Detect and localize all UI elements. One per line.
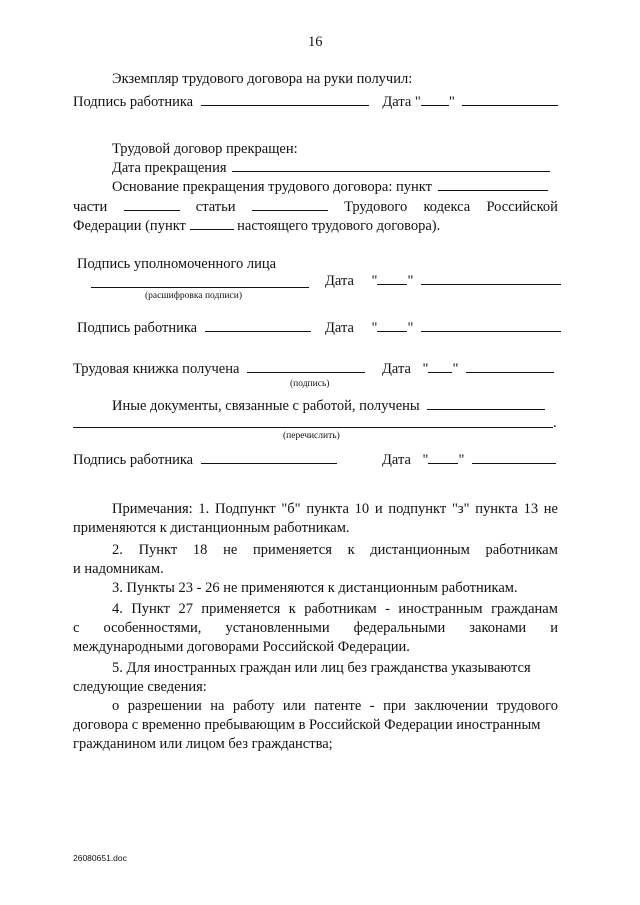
termination-word-russian: Российской xyxy=(486,199,558,215)
termination-line3-start: Федерации (пункт xyxy=(73,218,186,234)
note-2-line-1 xyxy=(112,541,558,559)
employee-sign3-quote-open: " xyxy=(422,452,429,468)
note-word: разрешении xyxy=(127,698,202,714)
note-word: трудового xyxy=(496,698,558,714)
other-docs-end-dot: . xyxy=(553,415,557,431)
employee-sign3-label: Подпись работника xyxy=(73,452,194,468)
authorized-date-label: Дата xyxy=(325,273,354,289)
note-word: применяется xyxy=(253,542,332,558)
receipt-date-day-field[interactable] xyxy=(421,93,449,106)
note-1-line-1 xyxy=(112,500,558,518)
other-docs-field[interactable] xyxy=(427,397,545,410)
note-4-line-2 xyxy=(73,619,558,637)
receipt-date-quote-open: " xyxy=(414,94,421,110)
note-word: 1. xyxy=(198,501,210,517)
receipt-sign-row xyxy=(73,93,558,111)
note-word: или xyxy=(282,698,306,714)
note-word: установленными xyxy=(225,620,330,636)
employee-sign3-field[interactable] xyxy=(201,451,337,464)
termination-article-field[interactable] xyxy=(252,198,328,211)
employee-sign3-date-label: Дата xyxy=(382,452,411,468)
employee-sign2-field[interactable] xyxy=(205,319,311,332)
note-1-line-2: применяются к дистанционным работникам. xyxy=(73,520,350,536)
note-3: 3. Пункты 23 - 26 не применяются к дистанционным работникам. xyxy=(112,580,518,596)
workbook-quote-open: " xyxy=(422,361,429,377)
authorized-date-day-field[interactable] xyxy=(377,272,407,285)
receipt-date-label: Дата xyxy=(382,94,412,110)
workbook-month-year-field[interactable] xyxy=(466,360,554,373)
workbook-label: Трудовая книжка получена xyxy=(73,361,240,377)
note-5-line-1: 5. Для иностранных граждан или лиц без гражданства указываются xyxy=(112,660,531,676)
workbook-date-row xyxy=(382,360,554,378)
termination-date-field[interactable] xyxy=(232,159,550,172)
workbook-row xyxy=(73,360,365,378)
note-5-line-4: договора с временно пребывающим в Российской Федерации иностранным xyxy=(73,717,541,733)
employee-sign3-date-row xyxy=(382,451,556,469)
employee-sign2-quote-open: " xyxy=(371,320,378,336)
note-word: пункта xyxy=(475,501,518,517)
workbook-quote-close: " xyxy=(452,361,459,377)
note-word: не xyxy=(223,542,238,558)
workbook-caption: (подпись) xyxy=(290,379,330,389)
other-docs-row xyxy=(112,397,545,415)
note-5-line-2: следующие сведения: xyxy=(73,679,207,695)
authorized-date-month-year-field[interactable] xyxy=(421,272,561,285)
note-word: Подпункт xyxy=(215,501,276,517)
note-word: о xyxy=(112,698,120,714)
receipt-date-quote-close: " xyxy=(448,94,455,110)
note-word: на xyxy=(210,698,225,714)
authorized-sign-caption: (расшифровка подписи) xyxy=(145,291,242,301)
termination-date-row xyxy=(112,159,550,177)
employee-sign2-day-field[interactable] xyxy=(377,319,407,332)
employee-sign2-row xyxy=(77,319,311,337)
note-word: к xyxy=(288,601,296,617)
note-word: иностранным xyxy=(398,601,483,617)
employee-sign2-date-label: Дата xyxy=(325,320,354,336)
note-word: работникам xyxy=(485,542,558,558)
termination-article-label: статьи xyxy=(195,199,236,215)
note-word: подпункт xyxy=(388,501,447,517)
workbook-sign-field[interactable] xyxy=(247,360,365,373)
footer-file-name: 26080651.doc xyxy=(73,853,127,863)
note-word: 27 xyxy=(178,601,193,617)
note-word: не xyxy=(543,501,558,517)
note-word: 18 xyxy=(192,542,208,558)
employee-sign2-label: Подпись работника xyxy=(77,320,198,336)
note-word: особенностями, xyxy=(103,620,202,636)
note-word: заключении xyxy=(414,698,489,714)
note-word: дистанционным xyxy=(370,542,470,558)
note-word: патенте xyxy=(314,698,362,714)
note-2-line-2: и надомникам. xyxy=(73,561,164,577)
termination-basis-label: Основание прекращения трудового договора: пункт xyxy=(112,179,432,195)
receipt-sign-label: Подпись работника xyxy=(73,94,194,110)
authorized-date-row xyxy=(325,272,561,290)
note-word: с xyxy=(73,620,80,636)
note-word: 2. xyxy=(112,542,123,558)
note-word: "з" xyxy=(451,501,470,517)
note-word: применяется xyxy=(201,601,281,617)
termination-part-field[interactable] xyxy=(124,198,180,211)
termination-line3-end: настоящего трудового договора). xyxy=(237,218,441,234)
note-word: работникам xyxy=(304,601,377,617)
workbook-date-label: Дата xyxy=(382,361,411,377)
note-word: Примечания: xyxy=(112,501,193,517)
termination-word-labor: Трудового xyxy=(344,199,408,215)
note-word: и xyxy=(374,501,383,517)
employee-sign2-date-row xyxy=(325,319,561,337)
termination-basis-point-field[interactable] xyxy=(438,178,548,191)
note-word: к xyxy=(347,542,355,558)
note-5-line-5: гражданином или лицом без гражданства; xyxy=(73,736,333,752)
employee-sign3-quote-close: " xyxy=(458,452,465,468)
page-number: 16 xyxy=(308,34,323,50)
authorized-sign-label: Подпись уполномоченного лица xyxy=(77,256,277,272)
note-word: - xyxy=(369,698,375,714)
note-word: 4. xyxy=(112,601,123,617)
receipt-sign-field[interactable] xyxy=(201,93,369,106)
note-4-line-1 xyxy=(112,600,558,618)
note-word: пункта xyxy=(306,501,349,517)
employee-sign2-month-year-field[interactable] xyxy=(421,319,561,332)
employee-sign3-month-year-field[interactable] xyxy=(472,451,556,464)
employee-sign3-row xyxy=(73,451,337,469)
employee-sign2-quote-close: " xyxy=(407,320,414,336)
note-word: гражданам xyxy=(491,601,558,617)
note-word: работу xyxy=(232,698,275,714)
note-word: 10 xyxy=(354,501,370,517)
termination-basis-line3 xyxy=(73,217,440,235)
termination-date-label: Дата прекращения xyxy=(112,160,227,176)
termination-part-label: части xyxy=(73,199,108,215)
receipt-date-month-year-field[interactable] xyxy=(462,93,558,106)
termination-basis-line2 xyxy=(73,198,558,216)
note-word: 13 xyxy=(523,501,539,517)
note-word: "б" xyxy=(281,501,301,517)
note-word: федеральными xyxy=(353,620,446,636)
termination-word-code: кодекса xyxy=(423,199,471,215)
receipt-title: Экземпляр трудового договора на руки получил: xyxy=(112,71,413,87)
note-word: Пункт xyxy=(138,542,178,558)
other-docs-list-field[interactable] xyxy=(73,427,553,428)
authorized-date-quote-open: " xyxy=(371,273,378,289)
note-word: - xyxy=(385,601,390,617)
note-word: при xyxy=(383,698,406,714)
note-5-line-3 xyxy=(112,697,558,715)
note-word: и xyxy=(550,620,558,636)
other-docs-label: Иные документы, связанные с работой, получены xyxy=(112,398,420,414)
other-docs-caption: (перечислить) xyxy=(283,431,340,441)
note-4-line-3: международными договорами Российской Федерации. xyxy=(73,639,410,655)
termination-contract-point-field[interactable] xyxy=(190,217,234,230)
employee-sign3-day-field[interactable] xyxy=(428,451,458,464)
authorized-sign-field[interactable] xyxy=(91,287,309,288)
termination-basis-row xyxy=(112,178,548,196)
termination-title: Трудовой договор прекращен: xyxy=(112,141,298,157)
workbook-day-field[interactable] xyxy=(428,360,452,373)
note-word: законами xyxy=(469,620,527,636)
note-word: Пункт xyxy=(131,601,170,617)
authorized-date-quote-close: " xyxy=(407,273,414,289)
